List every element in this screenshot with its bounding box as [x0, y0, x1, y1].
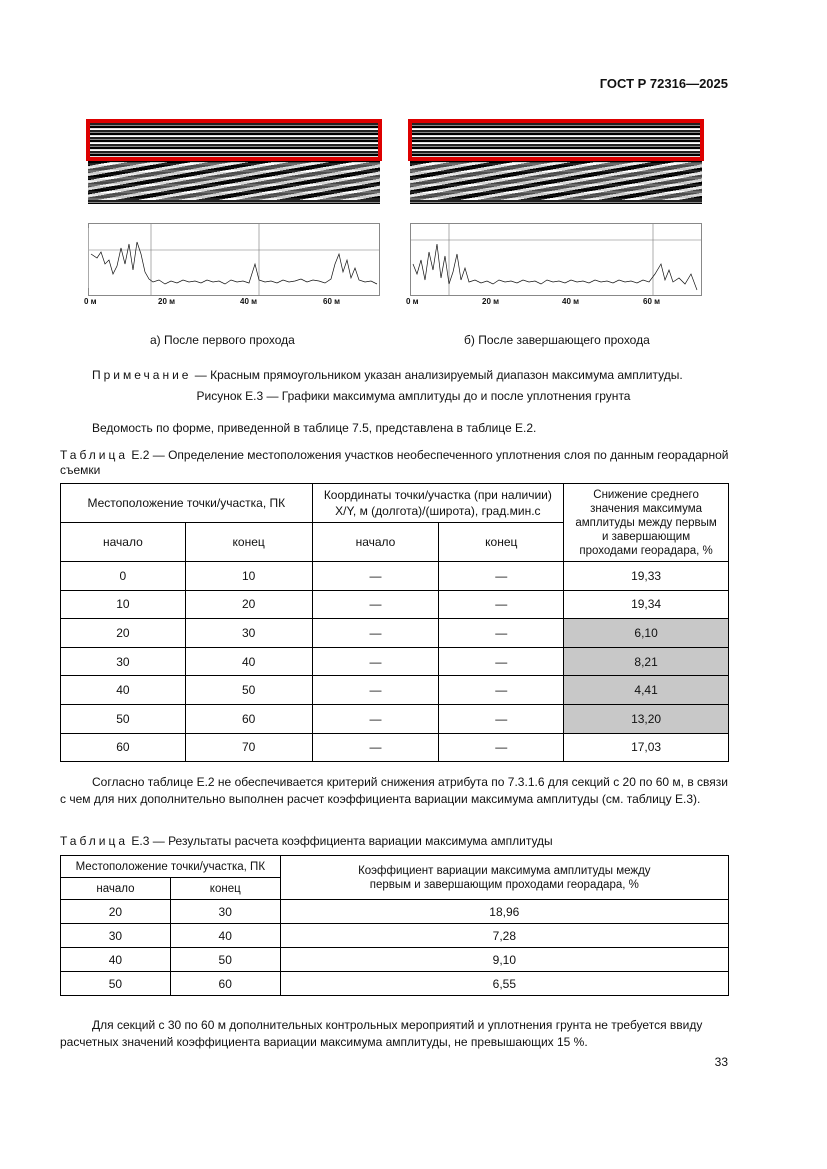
- cell-coefficient: 9,10: [280, 948, 728, 972]
- subcaption-left: а) После первого прохода: [150, 333, 295, 347]
- cell-coord-end: —: [439, 733, 564, 762]
- cell-start: 40: [61, 948, 171, 972]
- paragraph-3: Для секций с 30 по 60 м дополнительных контрольных мероприятий и уплотнения грунта не требуется ввиду расчетных значений коэффициента вариации максимума амплитуды, не превышающих 15 %.: [60, 1018, 703, 1049]
- cell-end: 40: [185, 647, 312, 676]
- table-e3-caption: [60, 834, 730, 849]
- table-e2-caption: [60, 448, 730, 478]
- plot-axis-ticks-left: [84, 228, 89, 288]
- table-e2-caption-text: Е.2 — Определение местоположения участков необеспеченного уплотнения слоя по данным георадарной съемки: [60, 448, 729, 477]
- header-start: начало: [61, 523, 186, 562]
- cell-start: 20: [61, 619, 186, 648]
- axis-label-left-20: 20 м: [158, 297, 176, 306]
- cell-reduction: 19,33: [564, 562, 729, 591]
- cell-coord-start: —: [312, 590, 439, 619]
- note-label: Примечание: [92, 368, 192, 382]
- cell-end: 60: [185, 704, 312, 733]
- cell-start: 60: [61, 733, 186, 762]
- cell-coord-start: —: [312, 647, 439, 676]
- standard-header: ГОСТ Р 72316—2025: [599, 76, 728, 91]
- cell-start: 10: [61, 590, 186, 619]
- axis-label-left-0: 0 м: [84, 297, 97, 306]
- cell-end: 30: [185, 619, 312, 648]
- paragraph-1: Ведомость по форме, приведенной в таблице 7.5, представлена в таблице Е.2.: [92, 421, 537, 435]
- amplitude-plot-left: [88, 223, 380, 296]
- header-reduction: Снижение среднего значения максимума амплитуды между первым и завершающим проходами георадара, %: [564, 484, 729, 562]
- cell-end: 50: [185, 676, 312, 705]
- cell-coord-start: —: [312, 704, 439, 733]
- table-row: [61, 562, 729, 591]
- axis-label-left-40: 40 м: [240, 297, 258, 306]
- radargram-right-lower: [410, 162, 702, 200]
- table-row: [61, 704, 729, 733]
- table-row: [61, 590, 729, 619]
- table-row: [61, 733, 729, 762]
- figure-note: [92, 368, 683, 382]
- page-number: 33: [714, 1055, 728, 1069]
- figure-title: Рисунок Е.3 — Графики максимума амплитуды до и после уплотнения грунта: [196, 389, 631, 403]
- cell-end: 40: [170, 924, 280, 948]
- header-coefficient: Коэффициент вариации максимума амплитуды между первым и завершающим проходами георадара, %: [280, 856, 728, 900]
- table-row: [61, 676, 729, 705]
- cell-start: 50: [61, 704, 186, 733]
- header-end: конец: [170, 878, 280, 900]
- gpr-figure-right: [406, 118, 708, 306]
- cell-start: 40: [61, 676, 186, 705]
- header-coord-start: начало: [312, 523, 439, 562]
- table-e3-label: Таблица: [60, 834, 129, 848]
- cell-reduction: 13,20: [564, 704, 729, 733]
- note-text: — Красным прямоугольником указан анализируемый диапазон максимума амплитуды.: [191, 368, 683, 382]
- amplitude-line-left: [89, 224, 379, 295]
- cell-end: 70: [185, 733, 312, 762]
- cell-reduction: 19,34: [564, 590, 729, 619]
- cell-coefficient: 18,96: [280, 900, 728, 924]
- table-row: [61, 948, 729, 972]
- cell-reduction: 6,10: [564, 619, 729, 648]
- table-e2: [60, 483, 729, 762]
- radargram-left-lower: [88, 162, 380, 200]
- cell-coord-end: —: [439, 704, 564, 733]
- cell-coord-end: —: [439, 676, 564, 705]
- amplitude-plot-right: [410, 223, 702, 296]
- header-end: конец: [185, 523, 312, 562]
- gpr-figure-left: [84, 118, 386, 306]
- header-start: начало: [61, 878, 171, 900]
- cell-end: 30: [170, 900, 280, 924]
- cell-end: 10: [185, 562, 312, 591]
- cell-coord-end: —: [439, 562, 564, 591]
- table-row: [61, 900, 729, 924]
- cell-coord-end: —: [439, 619, 564, 648]
- cell-start: 20: [61, 900, 171, 924]
- cell-end: 50: [170, 948, 280, 972]
- cell-reduction: 8,21: [564, 647, 729, 676]
- cell-coord-end: —: [439, 647, 564, 676]
- cell-end: 20: [185, 590, 312, 619]
- table-e2-label: Таблица: [60, 448, 129, 462]
- cell-coefficient: 6,55: [280, 972, 728, 996]
- cell-start: 30: [61, 924, 171, 948]
- header-coord-end: конец: [439, 523, 564, 562]
- axis-label-right-20: 20 м: [482, 297, 500, 306]
- analysis-range-box-left: [86, 119, 382, 161]
- table-e3-caption-text: Е.3 — Результаты расчета коэффициента вариации максимума амплитуды: [128, 834, 553, 848]
- cell-coefficient: 7,28: [280, 924, 728, 948]
- cell-reduction: 17,03: [564, 733, 729, 762]
- header-coordinates: Координаты точки/участка (при наличии) X/Y, м (долгота)/(широта), град.мин.с: [312, 484, 564, 523]
- axis-label-right-0: 0 м: [406, 297, 419, 306]
- cell-coord-start: —: [312, 562, 439, 591]
- cell-coord-start: —: [312, 733, 439, 762]
- table-row: [61, 647, 729, 676]
- table-row: [61, 924, 729, 948]
- cell-start: 50: [61, 972, 171, 996]
- cell-start: 30: [61, 647, 186, 676]
- axis-label-right-40: 40 м: [562, 297, 580, 306]
- header-location: Местоположение точки/участка, ПК: [61, 856, 281, 878]
- cell-reduction: 4,41: [564, 676, 729, 705]
- table-row: [61, 972, 729, 996]
- amplitude-line-right: [411, 224, 701, 295]
- analysis-range-box-right: [408, 119, 704, 161]
- header-location: Местоположение точки/участка, ПК: [61, 484, 313, 523]
- cell-coord-end: —: [439, 590, 564, 619]
- axis-label-right-60: 60 м: [643, 297, 661, 306]
- cell-end: 60: [170, 972, 280, 996]
- cell-coord-start: —: [312, 619, 439, 648]
- cell-start: 0: [61, 562, 186, 591]
- axis-label-left-60: 60 м: [323, 297, 341, 306]
- table-e3: [60, 855, 729, 996]
- table-row: [61, 619, 729, 648]
- paragraph-2: Согласно таблице Е.2 не обеспечивается критерий снижения атрибута по 7.3.1.6 для секций с 20 по 60 м, в связи с чем для них дополнительно выполнен расчет коэффициента вариации максимума амплитуды (см. таблицу Е.3).: [60, 775, 728, 806]
- subcaption-right: б) После завершающего прохода: [464, 333, 650, 347]
- cell-coord-start: —: [312, 676, 439, 705]
